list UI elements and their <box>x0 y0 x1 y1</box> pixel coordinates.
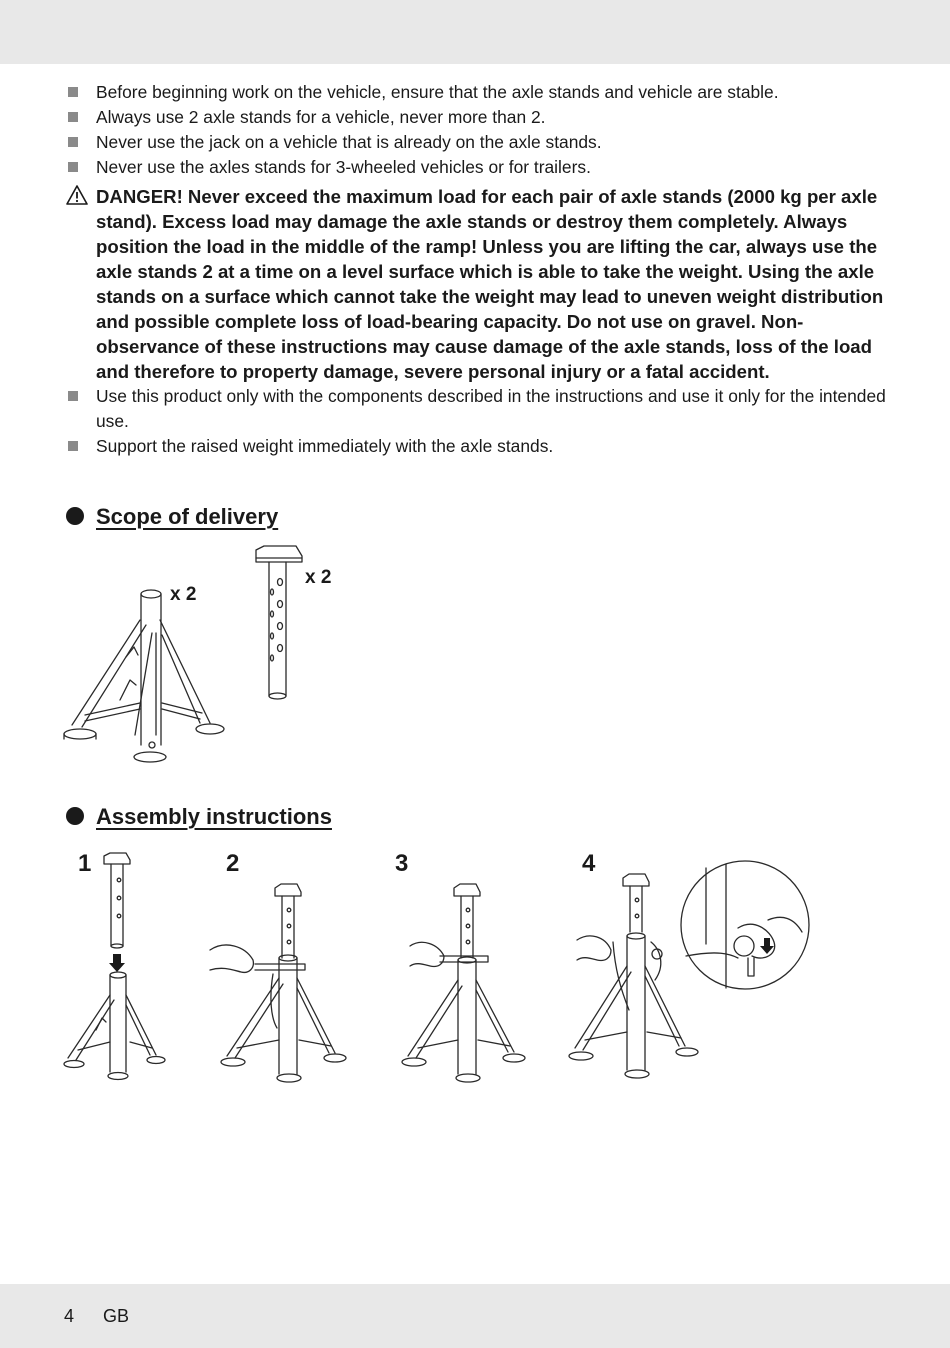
assembly-heading: Assembly instructions <box>66 804 332 830</box>
list-item: Use this product only with the components described in the instructions and use it only for the intended use. <box>66 384 888 434</box>
step-number-1: 1 <box>78 850 92 877</box>
list-item: Never use the axles stands for 3-wheeled vehicles or for trailers. <box>66 155 888 180</box>
scope-heading: Scope of delivery <box>66 504 278 530</box>
step-number-3: 3 <box>395 850 409 877</box>
language-code: GB <box>103 1306 130 1326</box>
bullet-square-icon <box>68 87 78 97</box>
list-item: Always use 2 axle stands for a vehicle, never more than 2. <box>66 105 888 130</box>
step-1-illustration <box>60 850 170 1085</box>
danger-text: DANGER! Never exceed the maximum load for each pair of axle stands (2000 kg per axle stand). Excess load may damage the axle stands or destroy them completely. Always position the load in the middle of the ramp! Unless you are lifting the car, always use the axle stands 2 at a time on a level surface which is able to take the weight. Using the axle stands on a surface which cannot take the weight may lead to uneven weight distribution and possible complete loss of load-bearing capacity. Do not use on gravel. Non-observance of these instructions may cause damage of the axle stands, loss of the load and therefore to property damage, severe personal injury or a fatal accident. <box>96 186 884 382</box>
bullet-square-icon <box>68 112 78 122</box>
step-number-2: 2 <box>226 850 240 877</box>
bullet-square-icon <box>68 162 78 172</box>
list-item: Before beginning work on the vehicle, ensure that the axle stands and vehicle are stable. <box>66 80 888 105</box>
stand-quantity: x 2 <box>170 584 197 605</box>
safety-bullets-bottom <box>66 384 888 459</box>
bullet-square-icon <box>68 391 78 401</box>
step-3-illustration <box>400 880 530 1090</box>
safety-bullets-top <box>66 80 888 180</box>
step-number-4: 4 <box>582 850 596 877</box>
header-band <box>0 0 950 64</box>
list-item: Never use the jack on a vehicle that is already on the axle stands. <box>66 130 888 155</box>
safety-content <box>66 80 888 459</box>
step-2-illustration <box>205 878 350 1088</box>
support-column-illustration <box>252 544 306 704</box>
heading-dot-icon <box>66 507 84 525</box>
axle-stand-base-illustration <box>60 585 230 770</box>
list-item: Support the raised weight immediately with the axle stands. <box>66 434 888 459</box>
warning-triangle-icon <box>66 184 88 206</box>
heading-dot-icon <box>66 807 84 825</box>
column-quantity: x 2 <box>305 567 332 588</box>
bullet-square-icon <box>68 137 78 147</box>
page-number: 4 <box>64 1306 75 1326</box>
footer-band <box>0 1284 950 1348</box>
pin-detail-illustration <box>678 858 813 993</box>
bullet-square-icon <box>68 441 78 451</box>
danger-warning <box>66 184 888 384</box>
